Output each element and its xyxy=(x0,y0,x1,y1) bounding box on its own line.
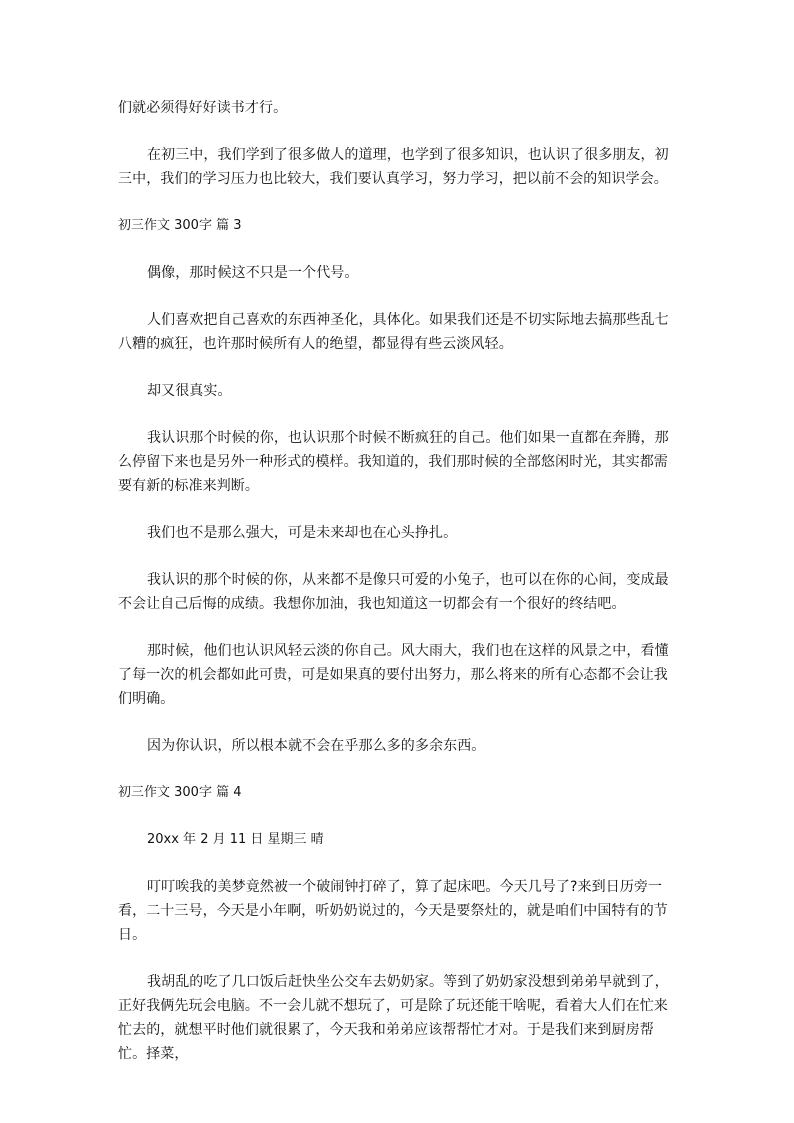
section-heading-3: 初三作文 300字 篇 3 xyxy=(118,218,242,233)
paragraph-11: 叮叮唉我的美梦竟然被一个破闹钟打碎了，算了起床吧。今天几号了?来到日历旁一看，二十三号，今天是小年啊，听奶奶说过的，今天是要祭灶的，就是咱们中国特有的节日。 xyxy=(118,879,668,943)
paragraph-4: 人们喜欢把自己喜欢的东西神圣化，具体化。如果我们还是不切实际地去搞那些乱七八糟的疯狂，也许那时候所有人的绝望，都显得有些云淡风轻。 xyxy=(118,312,669,352)
paragraph-1: 们就必须得好好读书才行。 xyxy=(118,100,288,116)
section-heading-4: 初三作文 300字 篇 4 xyxy=(118,785,242,800)
paragraph-2: 在初三中，我们学到了很多做人的道理，也学到了很多知识，也认识了很多朋友，初三中，我们的学习压力也比较大，我们要认真学习，努力学习，把以前不会的知识学会。 xyxy=(118,147,669,187)
paragraph-6: 我认识那个时候的你，也认识那个时候不断疯狂的自己。他们如果一直都在奔腾，那么停留下来也是另外一种形式的模样。我知道的，我们那时候的全部悠闲时光，其实都需要有新的标准来判断。 xyxy=(118,430,669,494)
paragraph-8: 我认识的那个时候的你，从来都不是像只可爱的小兔子，也可以在你的心间，变成最不会让自己后悔的成绩。我想你加油，我也知道这一切都会有一个很好的终结吧。 xyxy=(118,572,669,612)
paragraph-12: 我胡乱的吃了几口饭后赶快坐公交车去奶奶家。等到了奶奶家没想到弟弟早就到了，正好我俩先玩会电脑。不一会儿就不想玩了，可是除了玩还能干啥呢，看着大人们在忙来忙去的，就想平时他们就很累了，今天我和弟弟应该帮帮忙才对。于是我们来到厨房帮忙。择菜， xyxy=(118,974,669,1062)
paragraph-10: 因为你认识，所以根本就不会在乎那么多的多余东西。 xyxy=(147,738,486,754)
paragraph-7: 我们也不是那么强大，可是未来却也在心头挣扎。 xyxy=(147,525,458,541)
paragraph-9: 那时候，他们也认识风轻云淡的你自己。风大雨大，我们也在这样的风景之中，看懂了每一次的机会都如此可贵，可是如果真的要付出努力，那么将来的所有心态都不会让我们明确。 xyxy=(118,643,669,707)
paragraph-5: 却又很真实。 xyxy=(147,383,232,399)
diary-dateline: 20xx 年 2 月 11 日 星期三 晴 xyxy=(147,832,324,847)
document-body xyxy=(118,96,678,1089)
paragraph-3: 偶像，那时候这不只是一个代号。 xyxy=(147,265,359,281)
